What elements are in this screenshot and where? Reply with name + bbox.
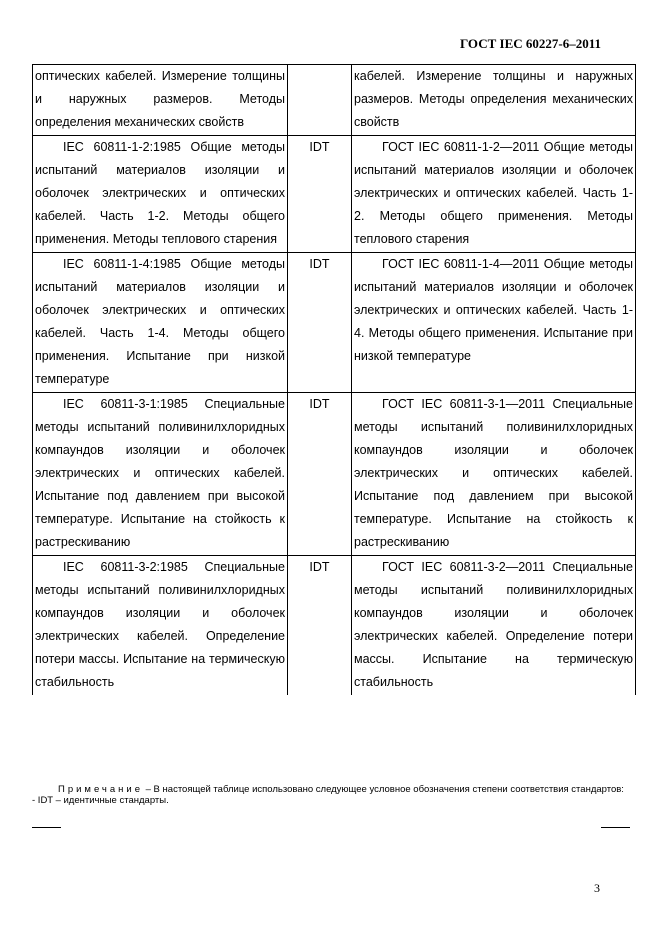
degree-cell: IDT <box>288 253 352 393</box>
note-paragraph <box>32 784 630 795</box>
degree-cell: IDT <box>288 393 352 556</box>
page-number: 3 <box>594 881 600 895</box>
intl-standard-cell: IEC 60811-3-1:1985 Специальные методы испытаний поливинилхлоридных компаундов изоляции и оболочек электрических и оптических кабелей. Испытание под давлением при высокой температуре. Испытание на стойкость к растрескиванию <box>33 393 288 556</box>
table-note <box>32 784 630 806</box>
note-label: Примечание <box>58 784 143 795</box>
table-bottom-rule-right <box>601 827 630 828</box>
degree-cell: IDT <box>288 556 352 696</box>
intl-standard-cell: IEC 60811-1-4:1985 Общие методы испытаний материалов изоляции и оболочек электрических и оптических кабелей. Часть 1-4. Методы общего применения. Испытание при низкой температуре <box>33 253 288 393</box>
interstate-standard-cell: кабелей. Измерение толщины и наружных размеров. Методы определения механических свойств <box>352 65 636 136</box>
table-row <box>33 393 636 556</box>
intl-standard-cell: IEC 60811-1-2:1985 Общие методы испытаний материалов изоляции и оболочек электрических и оптических кабелей. Часть 1-2. Методы общего применения. Методы теплового старения <box>33 136 288 253</box>
table-row <box>33 556 636 696</box>
document-header: ГОСТ IEC 60227-6–2011 <box>459 36 601 51</box>
table-row <box>33 253 636 393</box>
degree-cell <box>288 65 352 136</box>
intl-standard-cell: IEC 60811-3-2:1985 Специальные методы испытаний поливинилхлоридных компаундов изоляции и оболочек электрических кабелей. Определение потери массы. Испытание на термическую стабильность <box>33 556 288 696</box>
interstate-standard-cell: ГОСТ IEC 60811-3-2—2011 Специальные методы испытаний поливинилхлоридных компаундов изоляции и оболочек электрических кабелей. Определение потери массы. Испытание на термическую стабильность <box>352 556 636 696</box>
note-text: – В настоящей таблице использовано следующее условное обозначения степени соответствия стандартов: <box>143 784 624 795</box>
interstate-standard-cell: ГОСТ IEC 60811-1-4—2011 Общие методы испытаний материалов изоляции и оболочек электрических и оптических кабелей. Часть 1-4. Методы общего применения. Испытание при низкой температуре <box>352 253 636 393</box>
intl-standard-cell: оптических кабелей. Измерение толщины и наружных размеров. Методы определения механических свойств <box>33 65 288 136</box>
degree-cell: IDT <box>288 136 352 253</box>
interstate-standard-cell: ГОСТ IEC 60811-3-1—2011 Специальные методы испытаний поливинилхлоридных компаундов изоляции и оболочек электрических и оптических кабелей. Испытание под давлением при высокой температуре. Испытание на стойкость к растрескиванию <box>352 393 636 556</box>
note-item: - IDT – идентичные стандарты. <box>32 795 169 806</box>
table-row <box>33 136 636 253</box>
standards-correspondence-table <box>32 64 636 695</box>
table-bottom-rule-left <box>32 827 61 828</box>
table-row <box>33 65 636 136</box>
interstate-standard-cell: ГОСТ IEC 60811-1-2—2011 Общие методы испытаний материалов изоляции и оболочек электрических и оптических кабелей. Часть 1-2. Методы общего применения. Методы теплового старения <box>352 136 636 253</box>
